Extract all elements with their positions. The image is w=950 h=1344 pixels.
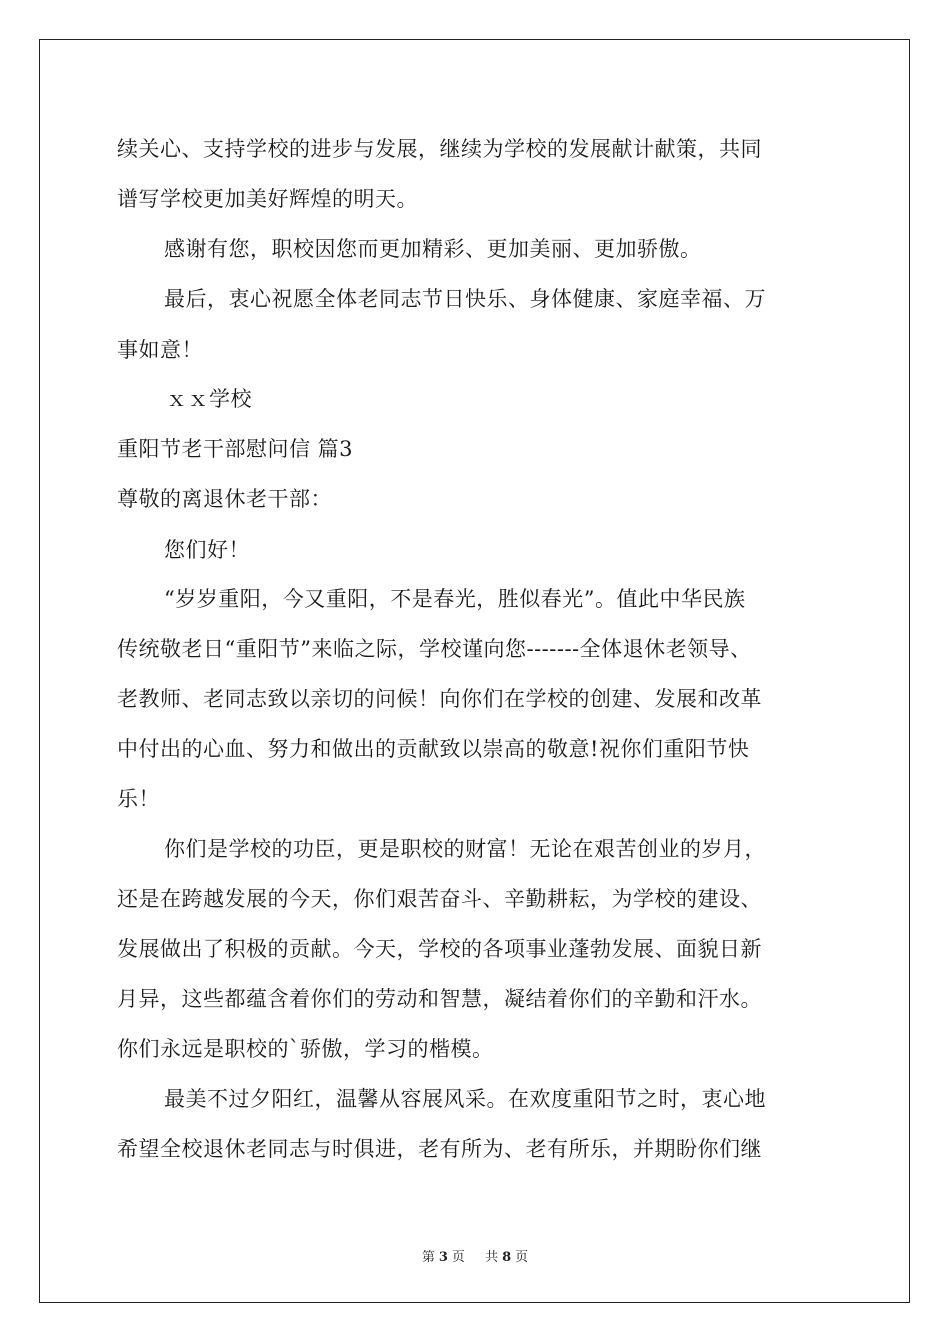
text-line-19: 你们永远是职校的`骄傲，学习的楷模。 <box>117 1037 494 1061</box>
text-line-10: “岁岁重阳，今又重阳，不是春光，胜似春光”。值此中华民族 <box>164 587 746 611</box>
text-line-13: 中付出的心血、努力和做出的贡献致以崇高的敬意!祝你们重阳节快 <box>117 737 750 761</box>
page-footer <box>0 1246 950 1265</box>
text-line-1: 续关心、支持学校的进步与发展，继续为学校的发展献计献策，共同 <box>117 137 762 161</box>
section-title: 重阳节老干部慰问信 篇3 <box>117 437 354 461</box>
text-line-11: 传统敬老日“重阳节”来临之际，学校谨向您-------全体退休老领导、 <box>117 637 752 661</box>
text-line-16: 还是在跨越发展的今天，你们艰苦奋斗、辛勤耕耘，为学校的建设、 <box>117 887 762 911</box>
page-number: 第 3 页 <box>421 1250 465 1265</box>
text-line-12: 老教师、老同志致以亲切的问候！向你们在学校的创建、发展和改革 <box>117 687 762 711</box>
text-line-2: 谱写学校更加美好辉煌的明天。 <box>117 187 418 211</box>
text-line-17: 发展做出了积极的贡献。今天，学校的各项事业蓬勃发展、面貌日新 <box>117 937 762 961</box>
page-total: 共 8 页 <box>485 1250 529 1265</box>
text-line-15: 你们是学校的功臣，更是职校的财富！无论在艰苦创业的岁月， <box>164 837 766 861</box>
text-line-20: 最美不过夕阳红，温馨从容展风采。在欢度重阳节之时，衷心地 <box>164 1087 766 1111</box>
text-line-5: 事如意！ <box>117 338 203 362</box>
greeting: 您们好！ <box>164 538 250 562</box>
salutation: 尊敬的离退休老干部： <box>117 487 332 511</box>
text-line-4: 最后，衷心祝愿全体老同志节日快乐、身体健康、家庭幸福、万 <box>164 287 766 311</box>
text-line-14: 乐！ <box>117 787 160 811</box>
text-line-18: 月异，这些都蕴含着你们的劳动和智慧，凝结着你们的辛勤和汗水。 <box>117 987 762 1011</box>
signature-school: ｘｘ学校 <box>166 387 252 411</box>
text-line-21: 希望全校退休老同志与时俱进，老有所为、老有所乐，并期盼你们继 <box>117 1137 762 1161</box>
text-line-3: 感谢有您，职校因您而更加精彩、更加美丽、更加骄傲。 <box>164 237 702 261</box>
